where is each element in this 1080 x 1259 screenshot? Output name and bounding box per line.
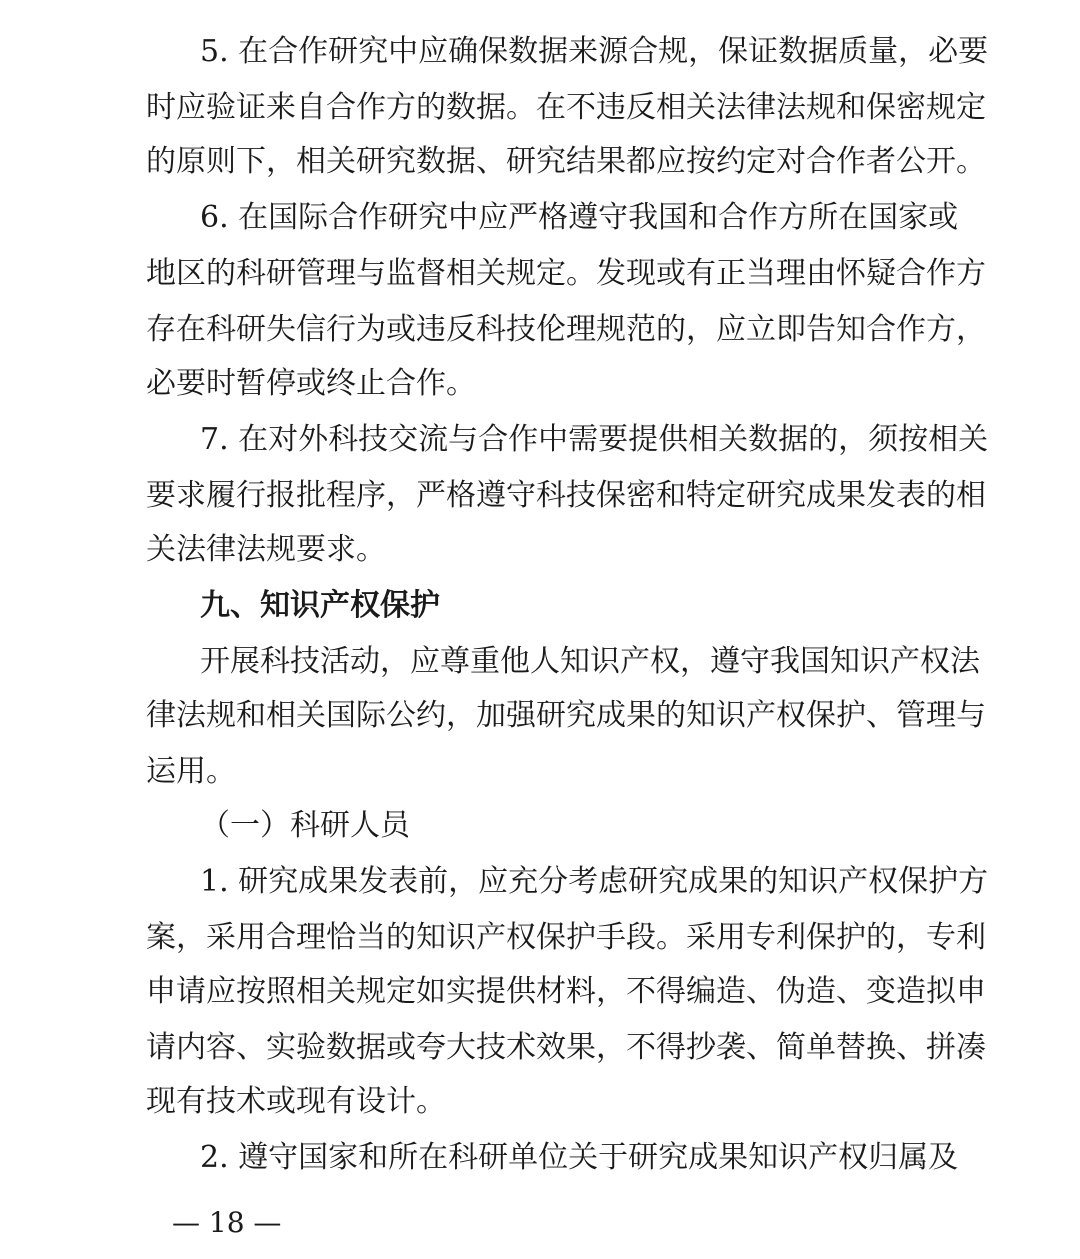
paragraph-6-line-2: 地区的科研管理与监督相关规定。发现或有正当理由怀疑合作方 bbox=[146, 256, 986, 291]
paragraph-7-line-1: 7. 在对外科技交流与合作中需要提供相关数据的，须按相关 bbox=[200, 422, 989, 457]
item-1-line-5: 现有技术或现有设计。 bbox=[146, 1084, 446, 1119]
intro-paragraph-line-3: 运用。 bbox=[146, 754, 236, 789]
paragraph-7-line-3: 关法律法规要求。 bbox=[146, 532, 386, 567]
intro-paragraph-line-2: 律法规和相关国际公约，加强研究成果的知识产权保护、管理与 bbox=[146, 698, 986, 733]
section-heading: 九、知识产权保护 bbox=[200, 588, 440, 623]
item-1-line-4: 请内容、实验数据或夸大技术效果，不得抄袭、简单替换、拼凑 bbox=[146, 1030, 986, 1065]
paragraph-7-line-2: 要求履行报批程序，严格遵守科技保密和特定研究成果发表的相 bbox=[146, 478, 986, 513]
subsection-heading: （一）科研人员 bbox=[200, 808, 410, 843]
item-1-line-1: 1. 研究成果发表前，应充分考虑研究成果的知识产权保护方 bbox=[200, 864, 989, 899]
paragraph-6-line-1: 6. 在国际合作研究中应严格遵守我国和合作方所在国家或 bbox=[200, 200, 959, 235]
paragraph-6-line-4: 必要时暂停或终止合作。 bbox=[146, 366, 476, 401]
intro-paragraph-line-1: 开展科技活动，应尊重他人知识产权，遵守我国知识产权法 bbox=[200, 644, 980, 679]
paragraph-5-line-1: 5. 在合作研究中应确保数据来源合规，保证数据质量，必要 bbox=[200, 34, 989, 69]
item-1-line-2: 案，采用合理恰当的知识产权保护手段。采用专利保护的，专利 bbox=[146, 920, 986, 955]
page-number: — 18 — bbox=[172, 1206, 282, 1239]
paragraph-5-line-3: 的原则下，相关研究数据、研究结果都应按约定对合作者公开。 bbox=[146, 144, 986, 179]
paragraph-5-line-2: 时应验证来自合作方的数据。在不违反相关法律法规和保密规定 bbox=[146, 90, 986, 125]
item-2-line-1: 2. 遵守国家和所在科研单位关于研究成果知识产权归属及 bbox=[200, 1140, 959, 1175]
paragraph-6-line-3: 存在科研失信行为或违反科技伦理规范的，应立即告知合作方， bbox=[146, 312, 986, 347]
item-1-line-3: 申请应按照相关规定如实提供材料，不得编造、伪造、变造拟申 bbox=[146, 974, 986, 1009]
